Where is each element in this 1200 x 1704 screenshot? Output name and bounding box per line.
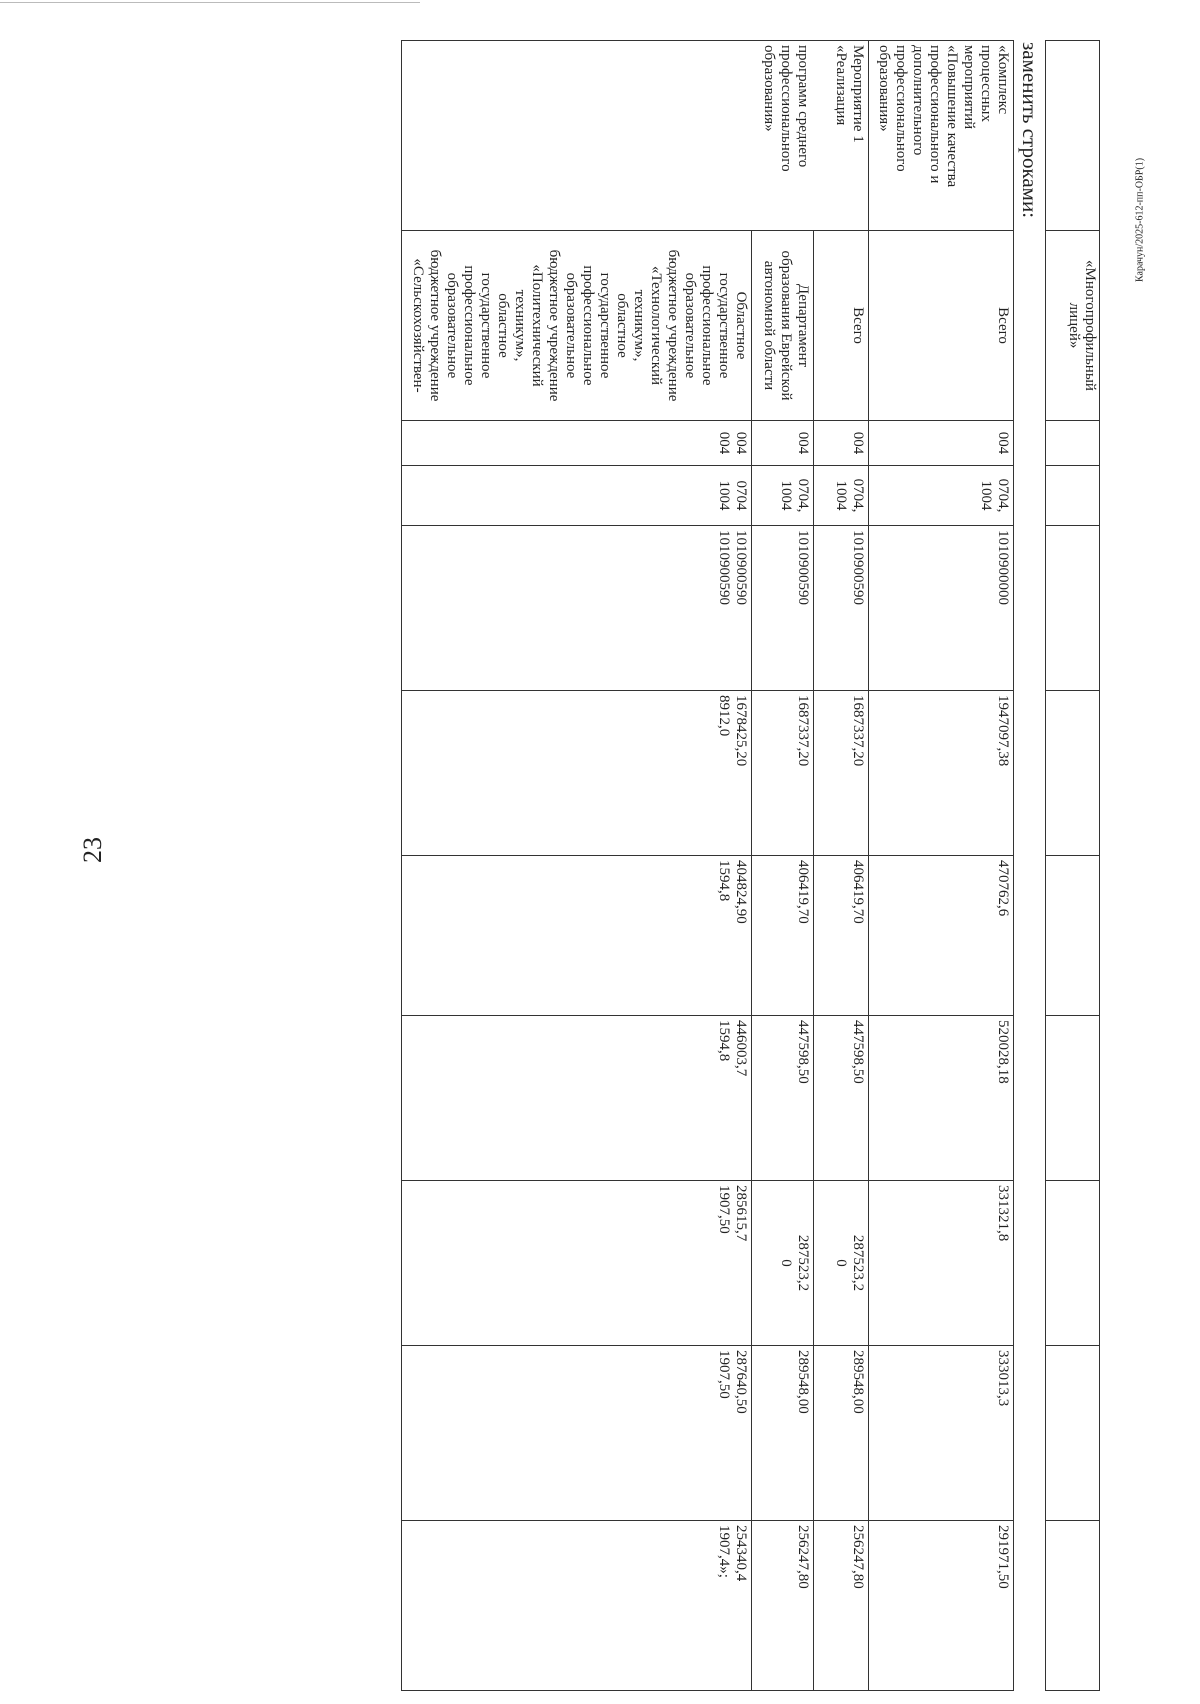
year-cell: 447598,50 — [814, 1016, 869, 1181]
total-cell: 1678425,20 8912,0 — [402, 691, 752, 856]
replacement-rows-table — [401, 40, 1014, 1691]
rzpr-cell: 0704, 1004 — [869, 466, 1014, 526]
executor-cell: Всего — [869, 231, 1014, 421]
previous-table-row — [1046, 41, 1100, 1691]
grbs-cell: 004 004 — [402, 421, 752, 466]
year-cell: 520028,18 — [869, 1016, 1014, 1181]
year-cell: 287640,50 1907,50 — [402, 1346, 752, 1521]
rotated-page-content — [165, 40, 1100, 1690]
year-cell: 285615,7 1907,50 — [402, 1181, 752, 1346]
year-cell: 256247,80 — [814, 1521, 869, 1691]
table-row — [869, 41, 1014, 1691]
year-cell: 446003,7 1594,8 — [402, 1016, 752, 1181]
grbs-cell: 004 — [814, 421, 869, 466]
page-number: 23 — [78, 837, 107, 863]
table-row — [752, 41, 814, 1691]
year-cell: 256247,80 — [752, 1521, 814, 1691]
year-cell: 447598,50 — [752, 1016, 814, 1181]
measure-name-cell: программ среднего профессионального образования» — [752, 41, 814, 231]
executor-cell: Департамент образования Еврейской автономной области — [752, 231, 814, 421]
rzpr-cell: 0704 1004 — [402, 466, 752, 526]
measure-name-cell: Мероприятие 1 «Реализация — [814, 41, 869, 231]
year-cell: 291971,50 — [869, 1521, 1014, 1691]
rzpr-cell: 0704, 1004 — [814, 466, 869, 526]
year-cell: 289548,00 — [752, 1346, 814, 1521]
year-cell: 404824,90 1594,8 — [402, 856, 752, 1016]
executor-cell: Всего — [814, 231, 869, 421]
csr-cell: 1010900590 1010900590 — [402, 526, 752, 691]
year-cell: 287523,2 0 — [814, 1181, 869, 1346]
replace-with-rows-caption: заменить строками: — [1018, 42, 1042, 219]
grbs-cell: 004 — [869, 421, 1014, 466]
year-cell: 406419,70 — [814, 856, 869, 1016]
grbs-cell: 004 — [752, 421, 814, 466]
year-cell: 470762,6 — [869, 856, 1014, 1016]
rzpr-cell: 0704, 1004 — [752, 466, 814, 526]
csr-cell: 1010900590 — [814, 526, 869, 691]
total-cell: 1947097,38 — [869, 691, 1014, 856]
year-cell: 406419,70 — [752, 856, 814, 1016]
measure-name-cell — [402, 41, 752, 231]
prev-name-cell — [1046, 41, 1100, 231]
table-row — [402, 41, 752, 1691]
prev-executor-cell: «Многопрофильный лицей» — [1046, 231, 1100, 421]
total-cell: 1687337,20 — [814, 691, 869, 856]
year-cell: 289548,00 — [814, 1346, 869, 1521]
year-cell: 331321,8 — [869, 1181, 1014, 1346]
csr-cell: 1010900000 — [869, 526, 1014, 691]
total-cell: 1687337,20 — [752, 691, 814, 856]
year-cell: 254340,4 1907,4»; — [402, 1521, 752, 1691]
year-cell: 333013,3 — [869, 1346, 1014, 1521]
document-code: Карачун/2025-612-пп-ОБР(1) — [1134, 157, 1146, 283]
program-name-cell: «Комплекс процессных мероприятий «Повышение качества профессионального и дополнительного профессионального образования» — [869, 41, 1014, 231]
scan-edge-line — [0, 2, 420, 3]
table-row — [814, 41, 869, 1691]
csr-cell: 1010900590 — [752, 526, 814, 691]
previous-table-fragment — [1045, 40, 1100, 1691]
executor-cell: Областное государственное профессиональное образовательное бюджетное учреждение «Технологический техникум», областное государственное профессиональное образовательное бюджетное учреждение «Политехнический техникум», областное государственное профессиональное образовательное бюджетное учреждение «Сельскохозяйствен- — [402, 231, 752, 421]
year-cell: 287523,2 0 — [752, 1181, 814, 1346]
